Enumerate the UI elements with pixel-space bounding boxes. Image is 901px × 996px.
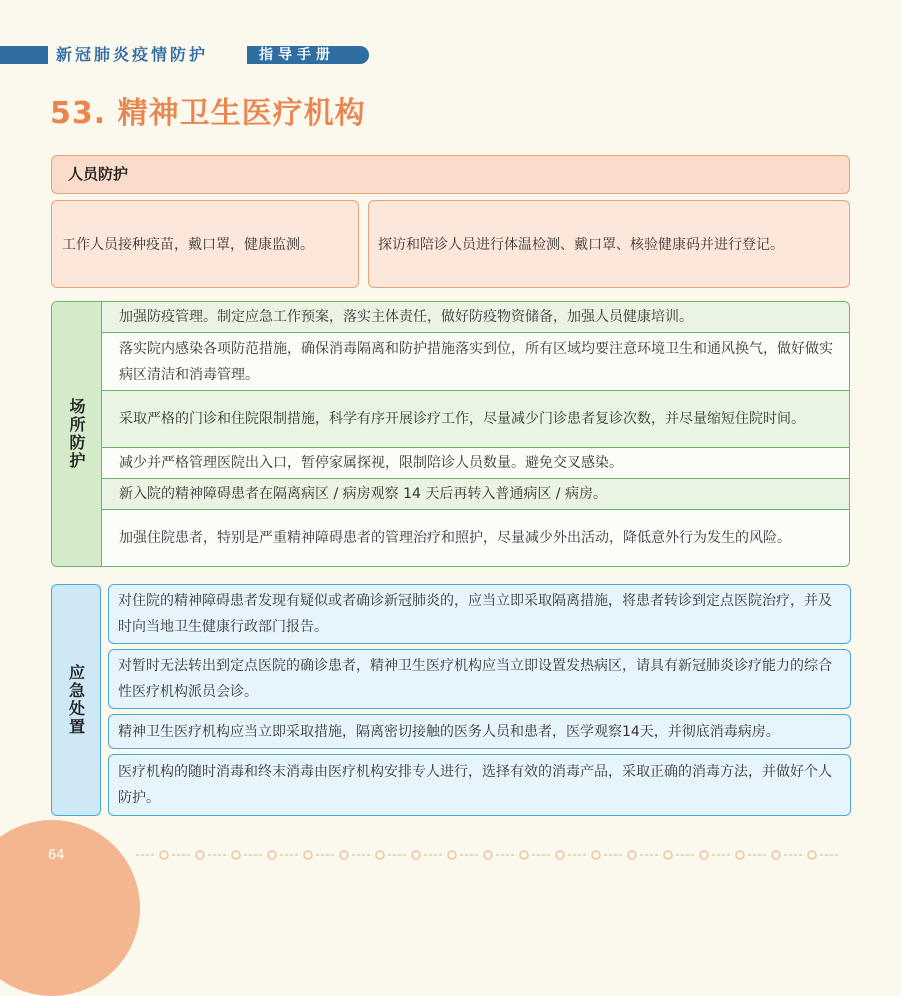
divider-dot bbox=[376, 851, 384, 859]
divider-dot bbox=[412, 851, 420, 859]
premises-row bbox=[102, 448, 849, 479]
divider-dot bbox=[736, 851, 744, 859]
divider-dot bbox=[268, 851, 276, 859]
page-number-badge bbox=[0, 820, 140, 996]
page-number: 64 bbox=[48, 848, 65, 863]
divider-dot bbox=[556, 851, 564, 859]
personnel-item-text: 探访和陪诊人员进行体温检测、戴口罩、核验健康码并进行登记。 bbox=[378, 237, 784, 253]
divider-dot bbox=[304, 851, 312, 859]
emergency-section-label: 应急处置 bbox=[66, 664, 86, 736]
divider-dot bbox=[700, 851, 708, 859]
divider-dot bbox=[484, 851, 492, 859]
emergency-item-text: 精神卫生医疗机构应当立即采取措施，隔离密切接触的医务人员和患者，医学观察14天，并彻底消毒病房。 bbox=[118, 723, 780, 740]
header-accent-bar bbox=[0, 46, 48, 64]
premises-row bbox=[102, 391, 849, 448]
premises-row-text: 加强防疫管理。制定应急工作预案，落实主体责任，做好防疫物资储备，加强人员健康培训。 bbox=[119, 309, 693, 325]
header-title: 新冠肺炎疫情防护 bbox=[56, 45, 209, 64]
divider-dot bbox=[340, 851, 348, 859]
premises-section bbox=[51, 301, 850, 567]
divider-dot bbox=[664, 851, 672, 859]
divider-dot bbox=[232, 851, 240, 859]
premises-row-text: 采取严格的门诊和住院限制措施，科学有序开展诊疗工作，尽量减少门诊患者复诊次数，并尽量缩短住院时间。 bbox=[119, 411, 805, 427]
divider-dot bbox=[772, 851, 780, 859]
personnel-item-visitors bbox=[368, 200, 850, 288]
emergency-item bbox=[108, 584, 851, 644]
emergency-item bbox=[108, 754, 851, 816]
premises-row-text: 新入院的精神障碍患者在隔离病区 / 病房观察 14 天后再转入普通病区 / 病房。 bbox=[119, 486, 607, 502]
emergency-item-text: 医疗机构的随时消毒和终末消毒由医疗机构安排专人进行，选择有效的消毒产品，采取正确的消毒方法，并做好个人防护。 bbox=[118, 764, 832, 806]
divider-dot bbox=[160, 851, 168, 859]
premises-row bbox=[102, 302, 849, 333]
emergency-item bbox=[108, 649, 851, 709]
emergency-item bbox=[108, 714, 851, 749]
footer-dotted-divider bbox=[120, 848, 852, 862]
emergency-section-label-cell bbox=[51, 584, 101, 816]
divider-dot bbox=[808, 851, 816, 859]
premises-section-label-cell bbox=[52, 302, 102, 566]
premises-row-text: 减少并严格管理医院出入口，暂停家属探视，限制陪诊人员数量。避免交叉感染。 bbox=[119, 455, 623, 471]
divider-dot bbox=[448, 851, 456, 859]
header-tag: 指导手册 bbox=[247, 46, 369, 64]
personnel-item-staff bbox=[51, 200, 359, 288]
divider-dot bbox=[628, 851, 636, 859]
premises-row-text: 落实院内感染各项防范措施，确保消毒隔离和防护措施落实到位，所有区域均要注意环境卫生和通风换气，做好做实病区清洁和消毒管理。 bbox=[119, 340, 833, 383]
emergency-item-text: 对住院的精神障碍患者发现有疑似或者确诊新冠肺炎的，应当立即采取隔离措施，将患者转诊到定点医院治疗，并及时向当地卫生健康行政部门报告。 bbox=[118, 593, 832, 635]
personnel-item-text: 工作人员接种疫苗，戴口罩，健康监测。 bbox=[62, 237, 314, 253]
premises-row-text: 加强住院患者，特别是严重精神障碍患者的管理治疗和照护，尽量减少外出活动，降低意外行为发生的风险。 bbox=[119, 530, 791, 546]
premises-row bbox=[102, 510, 849, 566]
personnel-section-heading: 人员防护 bbox=[51, 155, 850, 194]
divider-dot bbox=[592, 851, 600, 859]
premises-row bbox=[102, 333, 849, 391]
emergency-item-text: 对暂时无法转出到定点医院的确诊患者，精神卫生医疗机构应当立即设置发热病区，请具有新冠肺炎诊疗能力的综合性医疗机构派员会诊。 bbox=[118, 658, 832, 700]
page-title: 53. 精神卫生医疗机构 bbox=[50, 96, 366, 131]
divider-dot bbox=[196, 851, 204, 859]
divider-dot bbox=[520, 851, 528, 859]
premises-rows bbox=[102, 302, 849, 566]
premises-row bbox=[102, 479, 849, 510]
premises-section-label: 场所防护 bbox=[67, 398, 86, 470]
